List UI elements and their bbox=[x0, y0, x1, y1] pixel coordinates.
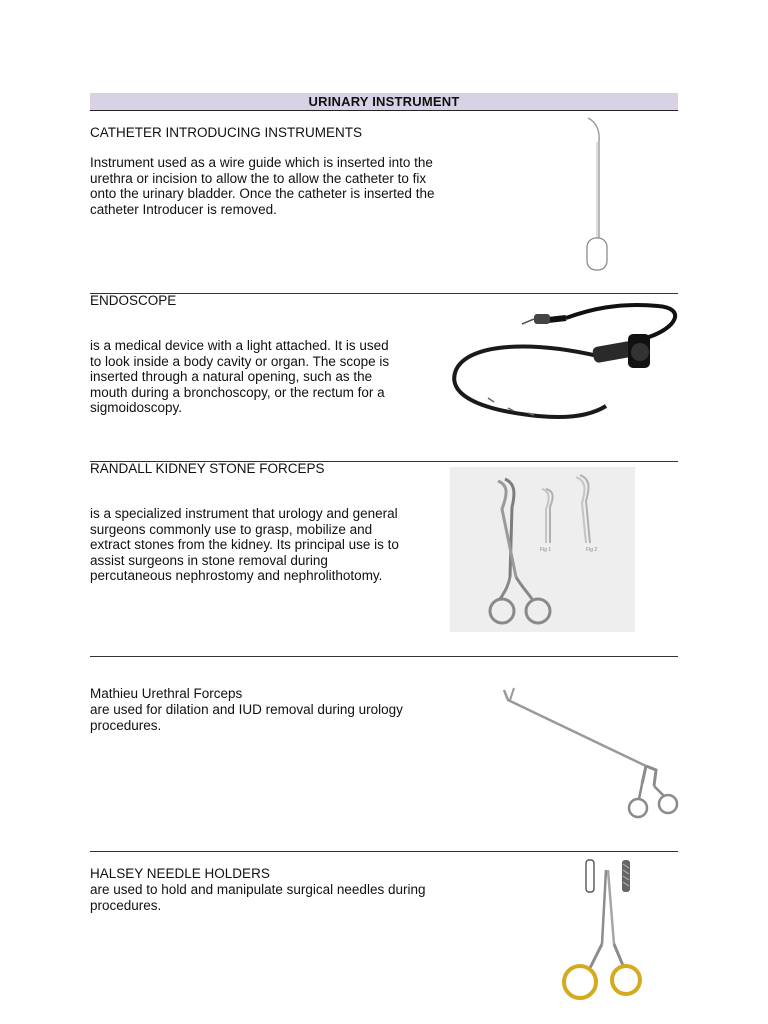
section-divider bbox=[90, 656, 678, 657]
section-description-catheter: Instrument used as a wire guide which is inserted into the urethra or incision to allow the to allow the catheter to fix onto the urinary bladder. Once the catheter is inserted the catheter Introducer is removed. bbox=[90, 155, 435, 217]
document-title: URINARY INSTRUMENT bbox=[308, 94, 460, 109]
section-divider bbox=[90, 293, 678, 294]
section-heading-mathieu-forceps: Mathieu Urethral Forceps bbox=[90, 686, 243, 701]
figure-label: Fig 2 bbox=[586, 547, 598, 553]
section-description-randall-forceps: is a specialized instrument that urology and general surgeons commonly use to grasp, mobilize and extract stones from the kidney. Its principal use is to assist surgeons in stone removal during percutaneous nephrostomy and nephrolithotomy. bbox=[90, 506, 399, 584]
halsey-needle-holder-image bbox=[554, 856, 644, 1004]
section-heading-halsey-needle-holders: HALSEY NEEDLE HOLDERS bbox=[90, 866, 270, 881]
section-heading-randall-forceps: RANDALL KIDNEY STONE FORCEPS bbox=[90, 461, 325, 476]
mathieu-forceps-image bbox=[496, 686, 686, 820]
section-heading-endoscope: ENDOSCOPE bbox=[90, 293, 177, 308]
section-description-mathieu-forceps: are used for dilation and IUD removal during urology procedures. bbox=[90, 702, 403, 733]
endoscope-image bbox=[448, 298, 686, 426]
section-description-endoscope: is a medical device with a light attached. It is used to look inside a body cavity or organ. The scope is inserted through a natural opening, such as the mouth during a bronchoscopy, or the rectum for a sigmoidoscopy. bbox=[90, 338, 390, 416]
catheter-introducer-image bbox=[570, 116, 620, 274]
randall-forceps-image bbox=[450, 467, 635, 632]
section-divider bbox=[90, 851, 678, 852]
section-heading-catheter: CATHETER INTRODUCING INSTRUMENTS bbox=[90, 125, 362, 140]
figure-label: Fig 1 bbox=[540, 547, 552, 553]
title-band bbox=[90, 93, 678, 111]
section-description-halsey-needle-holders: are used to hold and manipulate surgical needles during procedures. bbox=[90, 882, 426, 913]
